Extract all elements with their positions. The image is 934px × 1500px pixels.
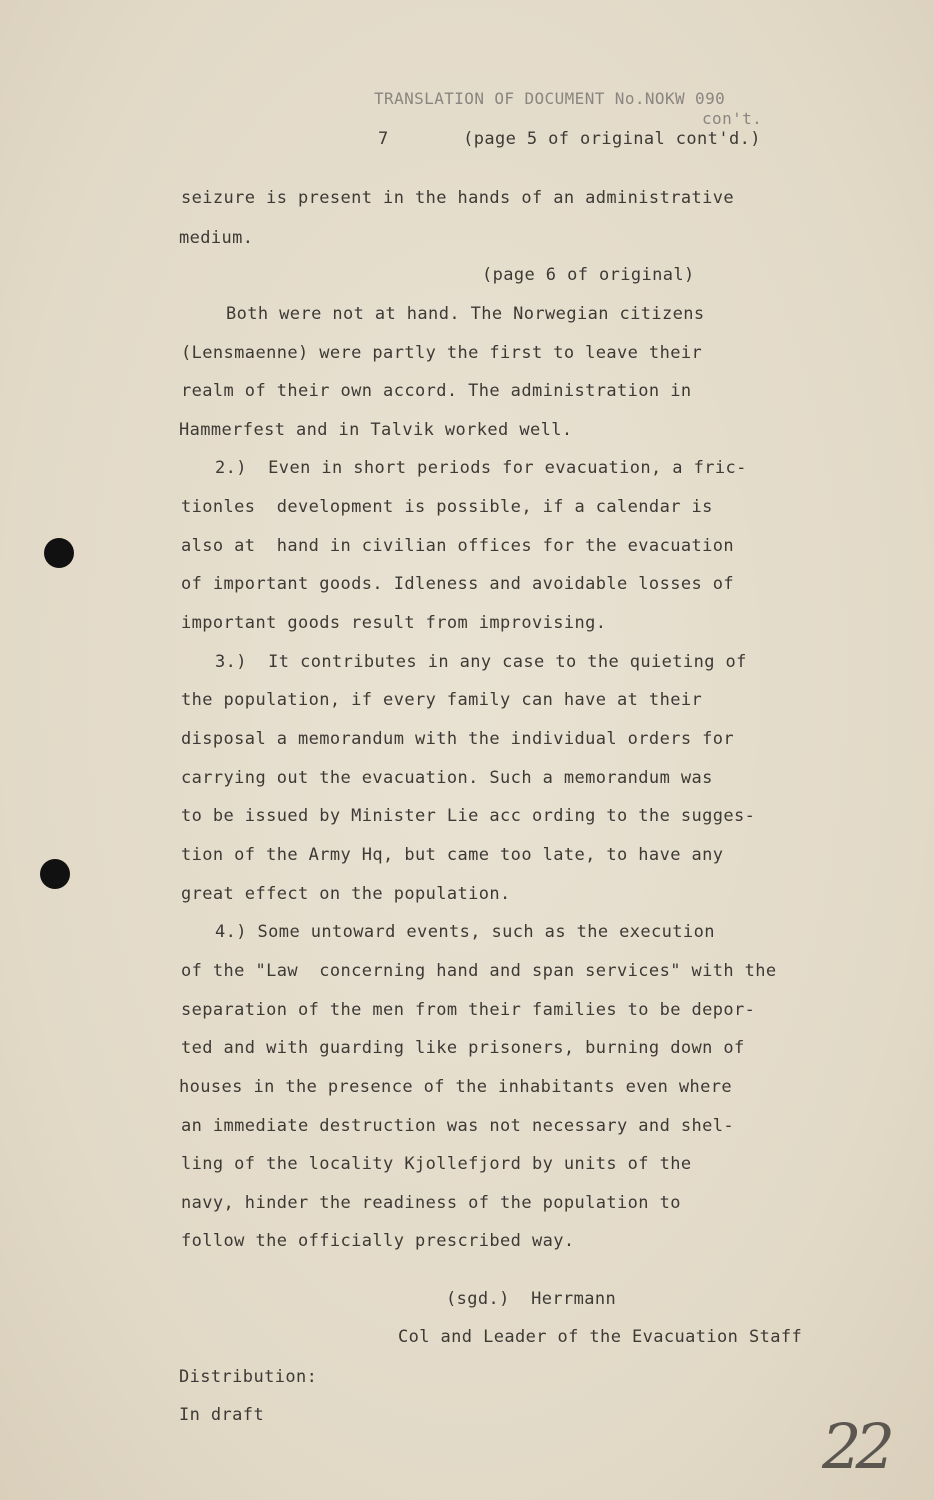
body-line: navy, hinder the readiness of the population to bbox=[181, 1193, 681, 1213]
body-line: seizure is present in the hands of an administrative bbox=[181, 188, 735, 208]
body-line: tion of the Army Hq, but came too late, to have any bbox=[181, 845, 724, 865]
body-line: ted and with guarding like prisoners, burning down of bbox=[181, 1038, 745, 1058]
body-line: (page 6 of original) bbox=[482, 265, 695, 285]
body-line: houses in the presence of the inhabitants even where bbox=[179, 1077, 733, 1097]
body-line: tionles development is possible, if a calendar is bbox=[181, 497, 713, 517]
body-line: Hammerfest and in Talvik worked well. bbox=[179, 420, 573, 440]
document-title: TRANSLATION OF DOCUMENT No.NOKW 090 bbox=[374, 89, 726, 108]
body-line: follow the officially prescribed way. bbox=[181, 1231, 575, 1251]
body-line: (Lensmaenne) were partly the first to leave their bbox=[181, 343, 703, 363]
body-line: of the "Law concerning hand and span services" with the bbox=[181, 961, 777, 981]
body-line: important goods result from improvising. bbox=[181, 613, 607, 633]
body-line: carrying out the evacuation. Such a memorandum was bbox=[181, 768, 713, 788]
body-line: great effect on the population. bbox=[181, 884, 511, 904]
page-reference: 7 (page 5 of original cont'd.) bbox=[378, 129, 761, 149]
body-line: 3.) It contributes in any case to the quieting of bbox=[215, 652, 747, 672]
body-line: separation of the men from their families to be depor- bbox=[181, 1000, 756, 1020]
body-line: medium. bbox=[179, 228, 254, 248]
body-line: of important goods. Idleness and avoidable losses of bbox=[181, 574, 735, 594]
body-line: Both were not at hand. The Norwegian citizens bbox=[226, 304, 705, 324]
punch-hole bbox=[44, 538, 74, 568]
body-line: realm of their own accord. The administration in bbox=[181, 381, 692, 401]
body-line: 4.) Some untoward events, such as the execution bbox=[215, 922, 715, 942]
handwritten-page-number: 22 bbox=[822, 1410, 889, 1483]
body-line: ling of the locality Kjollefjord by units of the bbox=[181, 1154, 692, 1174]
document-contd: con't. bbox=[702, 109, 763, 128]
body-line: the population, if every family can have at their bbox=[181, 690, 703, 710]
body-line: to be issued by Minister Lie acc ording to the sugges- bbox=[181, 806, 756, 826]
signature-title: Col and Leader of the Evacuation Staff bbox=[398, 1327, 803, 1347]
distribution-label: Distribution: bbox=[179, 1367, 318, 1387]
distribution-value: In draft bbox=[179, 1405, 265, 1425]
signature-name: (sgd.) Herrmann bbox=[446, 1289, 617, 1309]
punch-hole bbox=[40, 859, 70, 889]
body-line: an immediate destruction was not necessary and shel- bbox=[181, 1116, 735, 1136]
body-line: 2.) Even in short periods for evacuation, a fric- bbox=[215, 458, 747, 478]
body-line: disposal a memorandum with the individual orders for bbox=[181, 729, 735, 749]
body-line: also at hand in civilian offices for the evacuation bbox=[181, 536, 735, 556]
